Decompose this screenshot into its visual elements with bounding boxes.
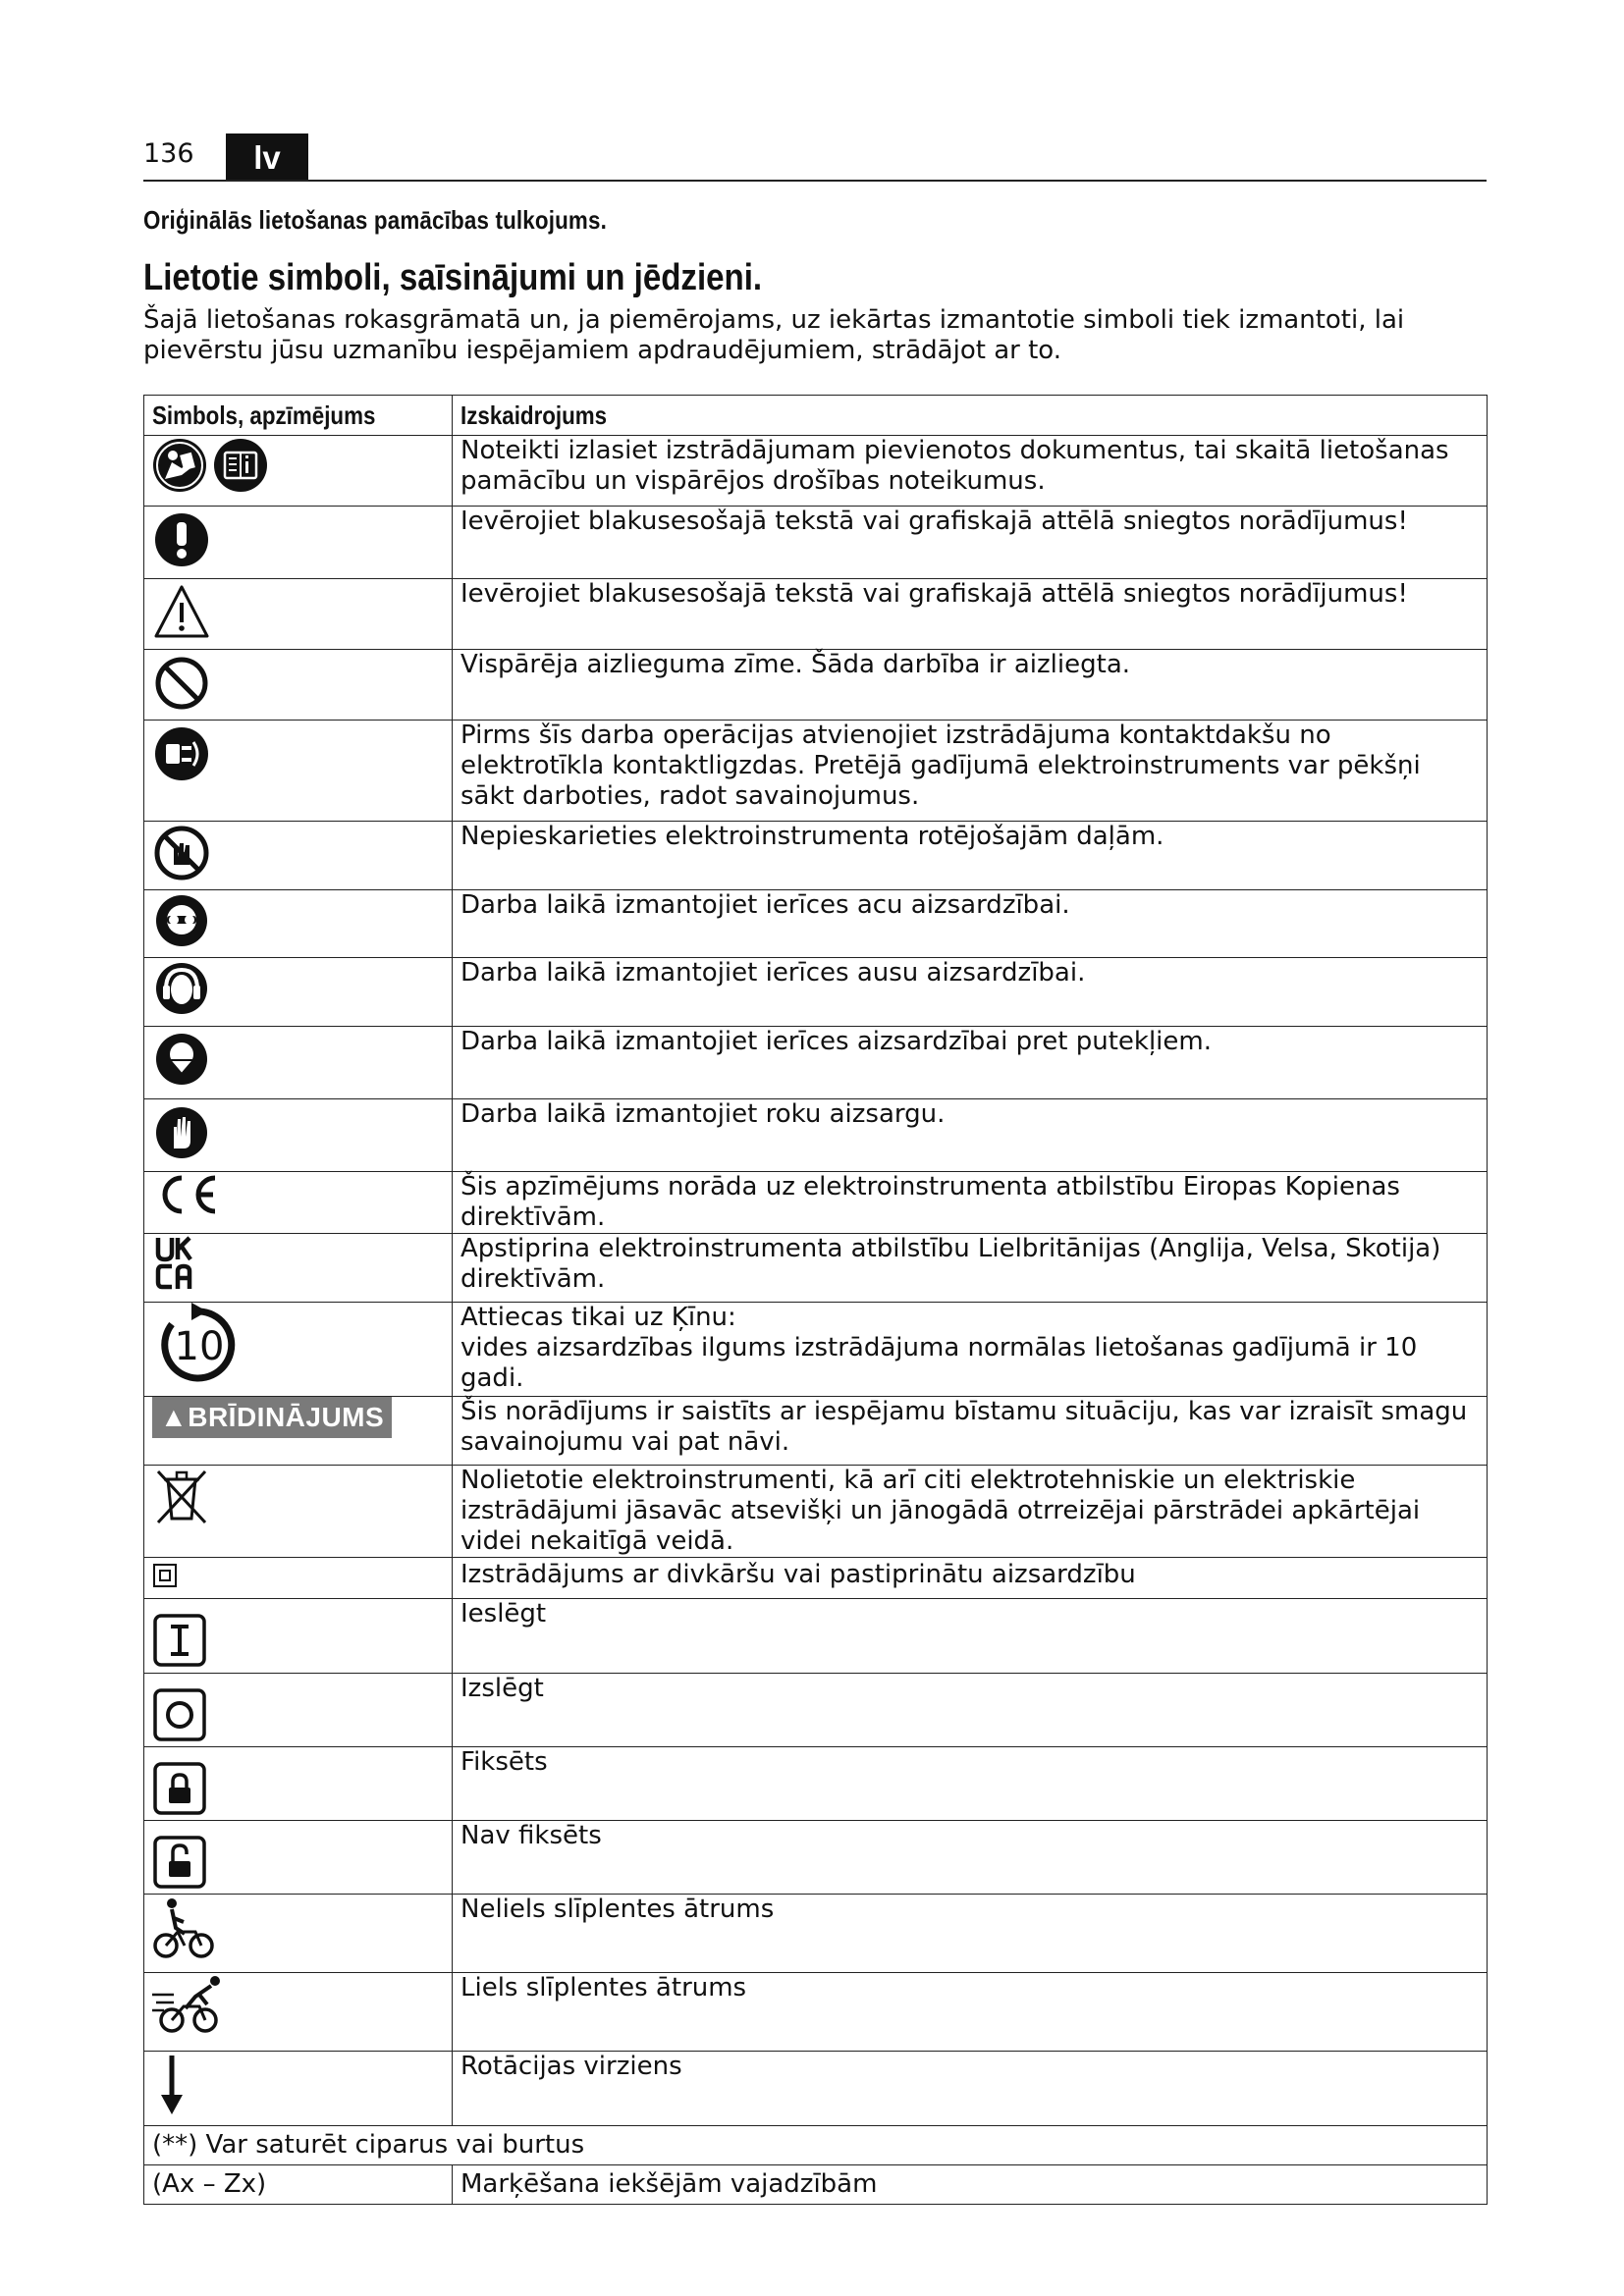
footnote-cell: (**) Var saturēt ciparus vai burtus <box>144 2126 1488 2165</box>
table-row <box>144 1821 1488 1895</box>
double-insulation-icon <box>152 1563 178 1588</box>
svg-text:10: 10 <box>174 1324 225 1369</box>
gloves-icon <box>152 1099 211 1160</box>
symbol-cell <box>144 1821 453 1895</box>
explanation-cell: Darba laikā izmantojiet roku aizsargu. <box>453 1099 1488 1172</box>
document-subtitle: Oriģinālās lietošanas pamācības tulkojums. <box>143 205 607 235</box>
table-row <box>144 1027 1488 1099</box>
table-row <box>144 1303 1488 1397</box>
symbol-cell <box>144 650 453 721</box>
symbol-cell <box>144 1973 453 2052</box>
warning-badge-icon: ▲BRĪDINĀJUMS <box>152 1397 392 1438</box>
table-row <box>144 1674 1488 1747</box>
explanation-cell: Izstrādājums ar divkāršu vai pastiprinātu aizsardzību <box>453 1558 1488 1599</box>
unlocked-icon <box>152 1835 207 1890</box>
header-rule <box>143 180 1487 182</box>
table-row <box>144 1599 1488 1674</box>
symbol-cell <box>144 2052 453 2126</box>
exclamation-circle-icon <box>152 507 211 569</box>
explanation-cell: Rotācijas virziens <box>453 2052 1488 2126</box>
col-explanation-header: Izskaidrojums <box>453 396 1488 436</box>
symbol-cell <box>144 1303 453 1397</box>
weee-bin-icon <box>152 1466 211 1526</box>
table-row <box>144 2052 1488 2126</box>
table-row <box>144 1466 1488 1558</box>
dust-mask-icon <box>152 1027 211 1088</box>
explanation-cell: Darba laikā izmantojiet ierīces ausu aizsardzībai. <box>453 958 1488 1027</box>
explanation-cell: Nepieskarieties elektroinstrumenta rotējošajām daļām. <box>453 822 1488 890</box>
table-row <box>144 890 1488 958</box>
table-row <box>144 958 1488 1027</box>
symbol-cell <box>144 1234 453 1303</box>
read-manual-icons <box>152 436 270 495</box>
explanation-cell: Attiecas tikai uz Ķīnu: vides aizsardzības ilgums izstrādājuma normālas lietošanas gadījumā ir 10 gadi. <box>453 1303 1488 1397</box>
symbol-cell <box>144 890 453 958</box>
symbol-cell <box>144 579 453 650</box>
unplug-icon <box>152 721 211 783</box>
explanation-cell: Ieslēgt <box>453 1599 1488 1674</box>
symbol-cell <box>144 1466 453 1558</box>
table-row <box>144 1172 1488 1234</box>
locked-icon <box>152 1761 207 1816</box>
table-footer-note <box>144 2126 1488 2165</box>
explanation-cell: Noteikti izlasiet izstrādājumam pievienotos dokumentus, tai skaitā lietošanas pamācību un vispārējos drošības noteikumus. <box>453 436 1488 507</box>
explanation-cell: Izslēgt <box>453 1674 1488 1747</box>
symbol-cell <box>144 1397 453 1466</box>
table-row <box>144 822 1488 890</box>
slow-cyclist-icon <box>152 1895 221 1963</box>
ear-protection-icon <box>152 958 211 1017</box>
table-header-row <box>144 396 1488 436</box>
symbol-cell <box>144 436 453 507</box>
internal-marking-text: Marķēšana iekšējām vajadzībām <box>453 2165 1488 2205</box>
symbol-cell <box>144 721 453 822</box>
prohibition-icon <box>152 650 211 713</box>
explanation-cell: Liels slīplentes ātrums <box>453 1973 1488 2052</box>
symbol-cell <box>144 1674 453 1747</box>
internal-marking-code: (Ax – Zx) <box>144 2165 453 2205</box>
table-row <box>144 1099 1488 1172</box>
symbol-cell <box>144 507 453 579</box>
table-row <box>144 650 1488 721</box>
warning-triangle-icon <box>152 579 211 642</box>
explanation-cell: Nav fiksēts <box>453 1821 1488 1895</box>
explanation-cell: Šis norādījums ir saistīts ar iespējamu bīstamu situāciju, kas var izraisīt smagu savainojumu vai pat nāvi. <box>453 1397 1488 1466</box>
symbol-cell <box>144 1747 453 1821</box>
explanation-cell: Nolietotie elektroinstrumenti, kā arī citi elektrotehniskie un elektriskie izstrādājumi jāsavāc atsevišķi un jānogādā otrreizējai pārstrādei apkārtējai videi nekaitīgā veidā. <box>453 1466 1488 1558</box>
symbol-cell <box>144 1099 453 1172</box>
explanation-cell: Ievērojiet blakusesošajā tekstā vai grafiskajā attēlā sniegtos norādījumus! <box>453 579 1488 650</box>
explanation-cell: Ievērojiet blakusesošajā tekstā vai grafiskajā attēlā sniegtos norādījumus! <box>453 507 1488 579</box>
intro-paragraph: Šajā lietošanas rokasgrāmatā un, ja piemērojams, uz iekārtas izmantotie simboli tiek izmantoti, lai pievērstu jūsu uzmanību iespējamiem apdraudējumiem, strādājot ar to. <box>143 305 1405 365</box>
table-row <box>144 1895 1488 1973</box>
china-10-years-icon <box>152 1303 246 1387</box>
warning-triangle-icon: ▲ <box>160 1402 189 1432</box>
table-row <box>144 1234 1488 1303</box>
table-row <box>144 1747 1488 1821</box>
table-row <box>144 1397 1488 1466</box>
page-number: 136 <box>143 138 194 169</box>
explanation-cell: Apstiprina elektroinstrumenta atbilstību Lielbritānijas (Anglija, Velsa, Skotija) direktīvām. <box>453 1234 1488 1303</box>
explanation-cell: Neliels slīplentes ātrums <box>453 1895 1488 1973</box>
col-symbol-header: Simbols, apzīmējums <box>144 396 453 436</box>
table-row <box>144 1558 1488 1599</box>
explanation-cell: Pirms šīs darba operācijas atvienojiet izstrādājuma kontaktdakšu no elektrotīkla kontaktligzdas. Pretējā gadījumā elektroinstruments var pēkšņi sākt darboties, radot savainojumus. <box>453 721 1488 822</box>
symbols-table <box>143 395 1488 2205</box>
fast-cyclist-icon <box>152 1973 227 2038</box>
table-row <box>144 721 1488 822</box>
symbol-cell <box>144 1599 453 1674</box>
switch-off-icon <box>152 1687 207 1742</box>
symbol-cell <box>144 1027 453 1099</box>
explanation-cell: Darba laikā izmantojiet ierīces aizsardzībai pret putekļiem. <box>453 1027 1488 1099</box>
explanation-cell: Vispārēja aizlieguma zīme. Šāda darbība ir aizliegta. <box>453 650 1488 721</box>
explanation-cell: Fiksēts <box>453 1747 1488 1821</box>
ce-mark-icon <box>152 1172 221 1217</box>
switch-on-icon <box>152 1613 207 1668</box>
do-not-touch-icon <box>152 822 211 882</box>
section-title: Lietotie simboli, saīsinājumi un jēdzieni. <box>143 257 763 298</box>
rotation-arrow-icon <box>152 2052 191 2116</box>
symbol-cell <box>144 1558 453 1599</box>
table-row <box>144 436 1488 507</box>
language-tab: lv <box>226 133 308 180</box>
ukca-mark-icon <box>152 1234 211 1293</box>
table-footer-row <box>144 2165 1488 2205</box>
table-row <box>144 579 1488 650</box>
eye-protection-icon <box>152 890 211 949</box>
symbol-cell <box>144 1895 453 1973</box>
symbol-cell <box>144 1172 453 1234</box>
explanation-cell: Šis apzīmējums norāda uz elektroinstrumenta atbilstību Eiropas Kopienas direktīvām. <box>453 1172 1488 1234</box>
table-row <box>144 1973 1488 2052</box>
explanation-cell: Darba laikā izmantojiet ierīces acu aizsardzībai. <box>453 890 1488 958</box>
symbol-cell <box>144 822 453 890</box>
table-row <box>144 507 1488 579</box>
symbol-cell <box>144 958 453 1027</box>
